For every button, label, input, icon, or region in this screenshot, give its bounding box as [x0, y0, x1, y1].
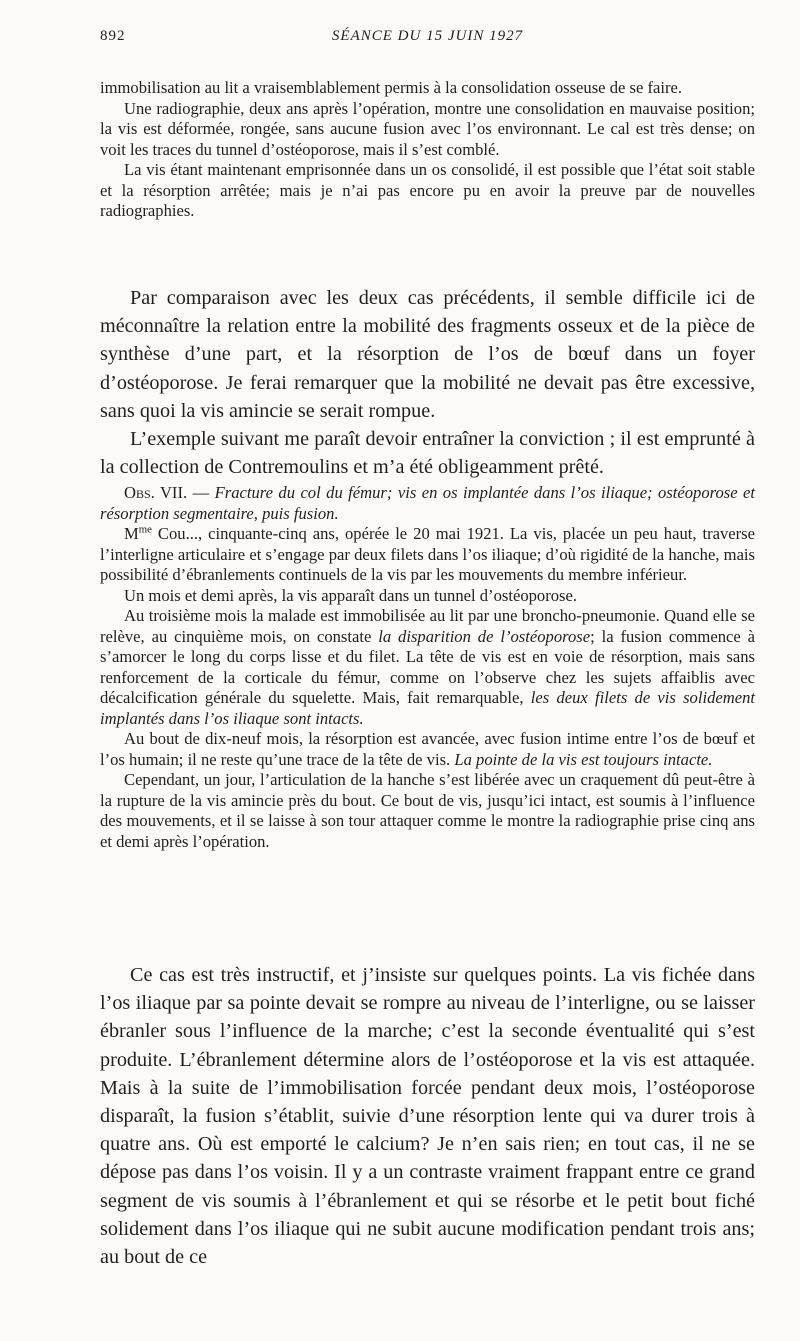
text-run: M [124, 524, 139, 543]
paragraph: Par comparaison avec les deux cas précédents, il semble difficile ici de méconnaître la relation entre la mobilité des fragments osseux et de la pièce de synthèse d’une part, et la résorption de l’os de bœuf dans un foyer d’ostéoporose. Je ferai remarquer que la mobilité ne devait pas être excessive, sans quoi la vis amincie se serait rompue. [100, 287, 755, 422]
main-section [100, 284, 755, 481]
page-number: 892 [100, 28, 126, 44]
top-section [100, 78, 755, 222]
superscript: me [138, 523, 152, 536]
italic-run: La pointe de la vis est toujours intacte. [454, 749, 713, 769]
running-title: SÉANCE DU 15 JUIN 1927 [331, 28, 524, 44]
paragraph: L’exemple suivant me paraît devoir entraîner la conviction ; il est emprunté à la collection de Contremoulins et m’a été obligeamment prêté. [100, 428, 755, 479]
paragraph: Ce cas est très instructif, et j’insiste sur quelques points. La vis fichée dans l’os iliaque par sa pointe devait se rompre au niveau de l’interligne, ou se laisser ébranler sous l’influence de la marche; c’est la seconde éventualité qui s’est produite. L’ébranlement détermine alors de l’ostéoporose et la vis est attaquée. Mais à la suite de l’immobilisation forcée pendant deux mois, l’ostéoporose disparaît, la fusion s’établit, suivie d’une résorption lente qui va durer trois à quatre ans. Où est emporté le calcium? Je n’en sais rien; en tout cas, il ne se dépose pas dans l’os voisin. Il y a un contraste vraiment frappant entre ce grand segment de vis soumis à l’ébranlement et qui se résorbe et le petit bout fiché solidement dans l’os iliaque qui ne subit aucune modification pendant trois ans; au bout de ce [100, 964, 755, 1269]
paragraph: Un mois et demi après, la vis apparaît dans un tunnel d’ostéoporose. [124, 585, 577, 605]
paragraph: Une radiographie, deux ans après l’opération, montre une consolidation en mauvaise position; la vis est déformée, rongée, sans aucune fusion avec l’os environnant. Le cal est très dense; on voit les traces du tunnel d’ostéoporose, mais il s’est comblé. [100, 98, 755, 159]
observation-dash: — [187, 483, 215, 502]
paragraph [100, 524, 755, 586]
observation-section [100, 483, 755, 852]
italic-run: la disparition de l’ostéoporose [378, 626, 591, 646]
observation-label: Obs. VII. [124, 483, 188, 502]
italic-run: les deux filets de vis solidement implantés dans l’os iliaque sont intacts. [100, 688, 755, 728]
final-section [100, 961, 755, 1271]
observation-heading [100, 483, 755, 524]
text-run: Au troisième mois la malade est immobilisée au lit par une broncho-pneumonie. Quand elle se relève, au cinquième mois, on constate [100, 606, 755, 646]
text-run: Cou..., cinquante-cinq ans, opérée le 20 mai 1921. La vis, placée un peu haut, traverse l’interligne articulaire et s’engage par deux filets dans l’os iliaque; d’où rigidité de la hanche, mais possibilité d’ébranlements continuels de la vis par les mouvements du membre inférieur. [100, 524, 755, 584]
paragraph: La vis étant maintenant emprisonnée dans un os consolidé, il est possible que l’état soit stable et la résorption arrêtée; mais je n’ai pas encore pu en avoir la preuve par de nouvelles radiographies. [100, 160, 755, 220]
paragraph: immobilisation au lit a vraisemblablement permis à la consolidation osseuse de se faire. [100, 78, 683, 97]
paragraph: Cependant, un jour, l’articulation de la hanche s’est libérée avec un craquement dû peut-être à la rupture de la vis amincie près du bout. Ce bout de vis, jusqu’ici intact, est soumis à l’influence des mouvements, et il se laisse à son tour attaquer comme le montre la radiographie prise cinq ans et demi après l’opération. [100, 770, 755, 851]
text-run: ; la fusion commence à s’amorcer le long du corps lisse et du filet. La tête de vis est en voie de résorption, mais sans renforcement de la corticale du fémur, comme on l’observe chez les sujets affaiblis avec décalcification générale du squelette. Mais, fait remarquable, [100, 626, 756, 707]
paragraph [100, 729, 755, 770]
observation-title: Fracture du col du fémur; vis en os implantée dans l’os iliaque; ostéoporose et résorption segmentaire, puis fusion. [100, 483, 756, 523]
paragraph [100, 606, 755, 729]
text-run: Au bout de dix-neuf mois, la résorption est avancée, avec fusion intime entre l’os de bœuf et l’os humain; il ne reste qu’une trace de la tête de vis. [100, 729, 755, 769]
running-header [100, 28, 755, 48]
